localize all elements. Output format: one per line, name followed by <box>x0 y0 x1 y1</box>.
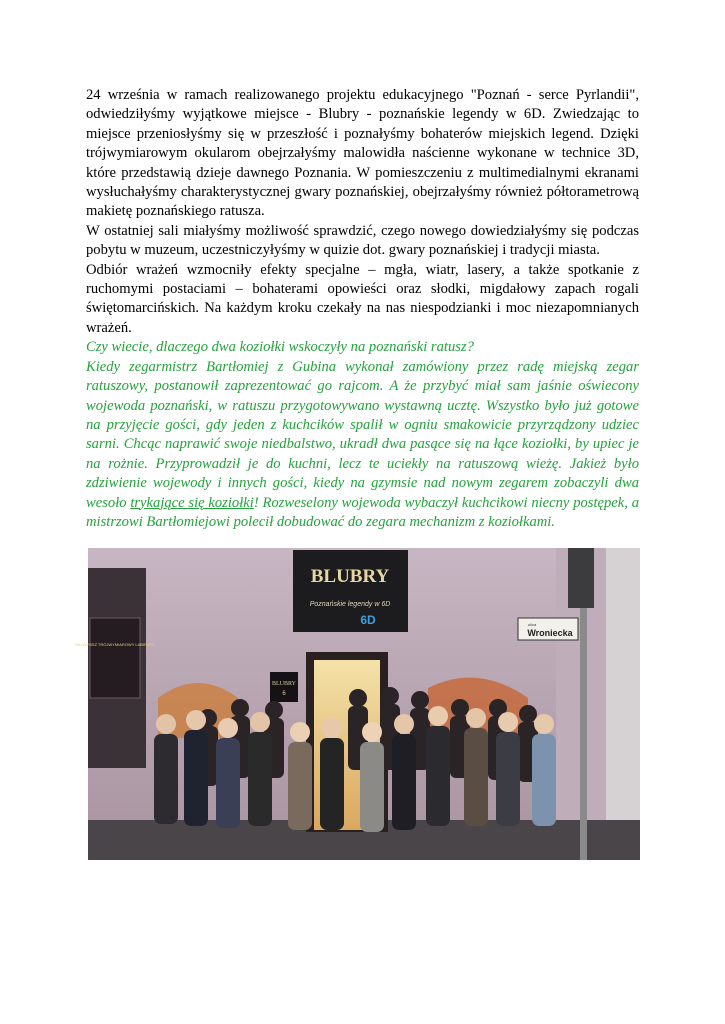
sign-6d: 6D <box>360 613 376 627</box>
group-photo <box>75 548 640 860</box>
sign-subtitle: Poznańskie legendy w 6D <box>309 601 391 608</box>
legend-text-start: Kiedy zegarmistrz Bartłomiej z Gubina wykonał zamówiony przez radę miejską zegar ratuszowy, postanowił zaprezentować go rajcom. A że przybyć miał sam jaśnie oświecony wojewoda poznański, w ratuszu przygotowywano wystawną ucztę. Wszystko było już gotowe na przyjęcie gości, gdy jeden z kuchcików spalił w ogniu smakowicie przyrządzony udziec sarni. Chcąc naprawić swoje niedbalstwo, ukradł dwa pasące się na łące koziołki, by upiec je na rożnie. Przyprowadził je do kuchni, lecz te uciekły na ratuszową wieżę. Jakież było zdziwienie wojewody i innych gości, kiedy na gzymsie nad nowym zegarem zobaczyli dwa wesoło <box>86 358 639 511</box>
svg-text:Wroniecka: Wroniecka <box>527 628 573 638</box>
legend-link[interactable]: trykające się koziołki <box>130 494 254 511</box>
legend-question: Czy wiecie, dlaczego dwa koziołki wskoczyły na poznański ratusz? <box>86 339 474 356</box>
legend-story <box>86 358 639 533</box>
svg-text:BLUBRY: BLUBRY <box>271 681 297 687</box>
svg-text:NAJWYBSZ TRÓJWYMIAROWY LABIRYN: NAJWYBSZ TRÓJWYMIAROWY LABIRYNT <box>75 642 155 647</box>
legend-text-end: ! Rozweselony wojewoda wybaczył kuchcikowi niecny postępek, a mistrzowi Bartłomiejowi polecił dobudować do zegara mechanizm z koziołkami. <box>86 494 639 530</box>
poster <box>90 618 140 698</box>
paragraph-impressions: Odbiór wrażeń wzmocniły efekty specjalne – mgła, wiatr, lasery, a także spotkanie z ruchomymi postaciami – bohaterami opowieści oraz słodki, migdałowy zapach rogali świętomarcińskich. Na każdym kroku czekały na nas niespodzianki i moc niezapomnianych wrażeń. <box>86 261 639 336</box>
article-text <box>86 86 639 532</box>
paragraph-intro: 24 września w ramach realizowanego projektu edukacyjnego "Poznań - serce Pyrlandii", odwiedziłyśmy wyjątkowe miejsce - Blubry - poznańskie legendy w 6D. Zwiedzając to miejsce przeniosłyśmy się w przeszłość i poznałyśmy bohaterów miejskich legend. Dzięki trójwymiarowym okularom obejrzałyśmy malowidła naścienne wykonane w technice 3D, które przedstawią dzieje dawnego Poznania. W pomieszczeniu z multimedialnymi ekranami wysłuchałyśmy charakterystycznej gwary poznańskiej, obejrzałyśmy również półtorametrową makietę poznańskiego ratusza. <box>86 87 639 220</box>
sign-logo: BLUBRY <box>310 566 390 587</box>
paragraph-last-room: W ostatniej sali miałyśmy możliwość sprawdzić, czego nowego dowiedziałyśmy się podczas pobytu w muzeum, uczestniczyłyśmy w quizie dot. gwary poznańskiej i tradycji miasta. <box>86 222 639 259</box>
traffic-light <box>568 548 594 608</box>
svg-text:ulica: ulica <box>528 622 537 627</box>
svg-text:6: 6 <box>282 691 286 697</box>
door-sign <box>270 672 298 702</box>
blubry-sign <box>293 550 408 632</box>
sky <box>606 548 640 860</box>
